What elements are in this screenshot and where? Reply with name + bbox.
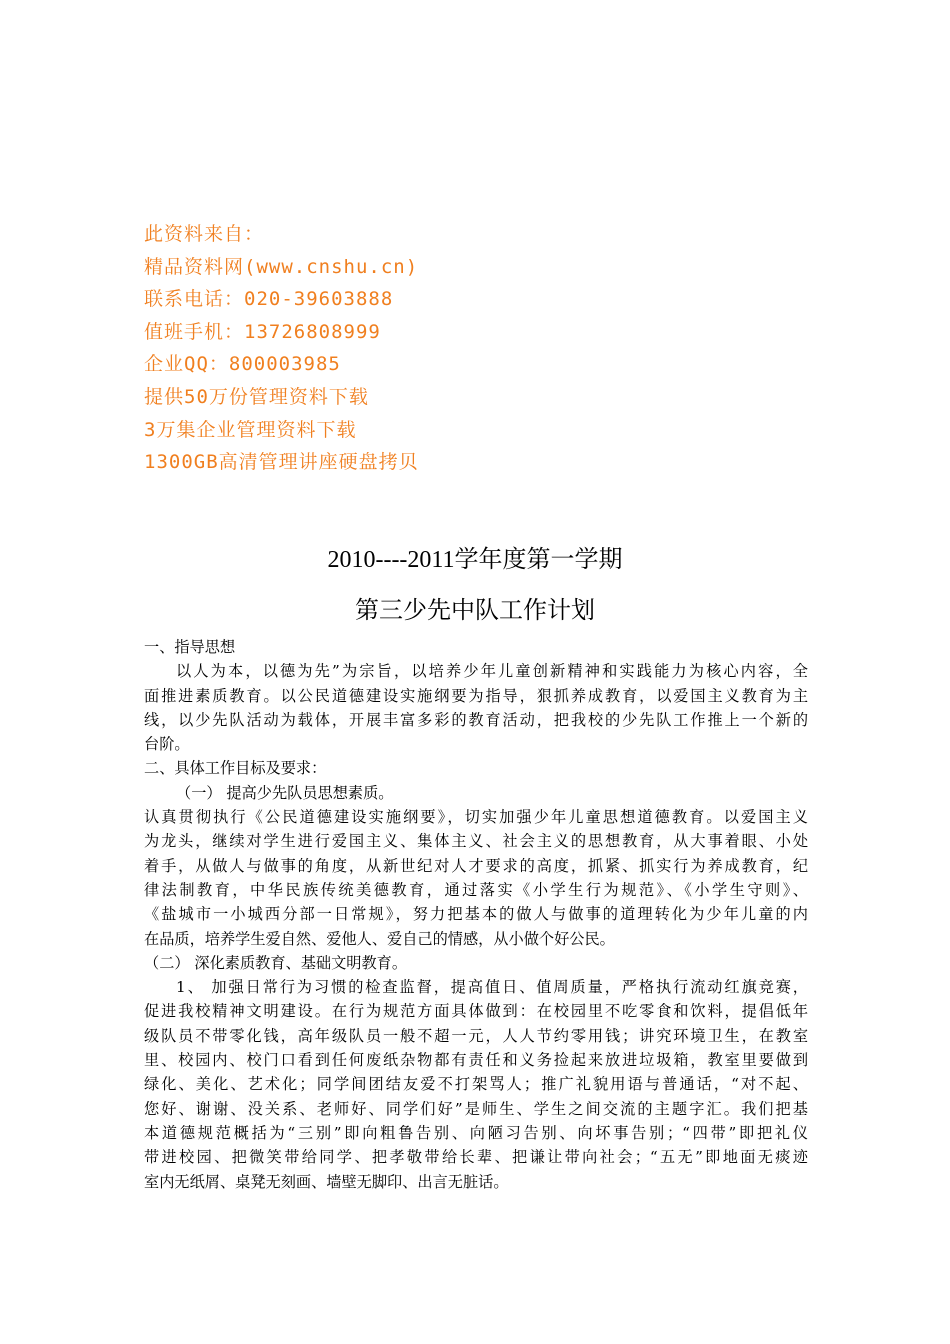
paragraph-line: 为龙头，继续对学生进行爱国主义、集体主义、社会主义的思想教育，从大事着眼、小处 xyxy=(144,832,808,851)
paragraph-line: 室内无纸屑、桌凳无刻画、墙壁无脚印、出言无脏话。 xyxy=(144,1172,509,1191)
document-title-year: 2010----2011学年度第一学期 xyxy=(327,547,623,573)
promo-block xyxy=(144,218,784,479)
document-title: 第三少先中队工作计划 xyxy=(355,598,595,624)
paragraph-line: 《盐城市一小城西分部一日常规》，努力把基本的做人与做事的道理转化为少年儿童的内 xyxy=(144,905,808,924)
subsection-heading: （一） 提高少先队员思想素质。 xyxy=(176,783,394,802)
paragraph-line: 台阶。 xyxy=(144,735,190,754)
paragraph-line: 认真贯彻执行《公民道德建设实施纲要》，切实加强少年儿童思想道德教育。以爱国主义 xyxy=(144,808,808,827)
paragraph-line: 绿化、美化、艺术化；同学间团结友爱不打架骂人；推广礼貌用语与普通话，“对不起、 xyxy=(144,1075,808,1094)
paragraph-line: 律法制教育，中华民族传统美德教育，通过落实《小学生行为规范》、《小学生守则》、 xyxy=(144,880,808,899)
document-body xyxy=(144,635,808,1194)
paragraph-line: 本道德规范概括为“三别”即向粗鲁告别、向陋习告别、向坏事告别；“四带”即把礼仪 xyxy=(144,1123,808,1142)
promo-offer-3: 1300GB高清管理讲座硬盘拷贝 xyxy=(144,451,419,474)
paragraph-line: 1、 加强日常行为习惯的检查监督，提高值日、值周质量，严格执行流动红旗竞赛， xyxy=(176,978,808,997)
promo-website: 精品资料网(www.cnshu.cn) xyxy=(144,255,419,278)
paragraph-line: 以人为本，以德为先”为宗旨，以培养少年儿童创新精神和实践能力为核心内容，全 xyxy=(176,662,808,681)
paragraph-line: 您好、谢谢、没关系、老师好、同学们好”是师生、学生之间交流的主题字汇。我们把基 xyxy=(144,1099,808,1118)
paragraph-line: 里、校园内、校门口看到任何废纸杂物都有责任和义务捡起来放进垃圾箱，教室里要做到 xyxy=(144,1051,808,1070)
promo-offer-1: 提供50万份管理资料下载 xyxy=(144,385,369,408)
paragraph-line: 着手，从做人与做事的角度，从新世纪对人才要求的高度，抓紧、抓实行为养成教育，纪 xyxy=(144,856,808,875)
paragraph-line: 在品质，培养学生爱自然、爱他人、爱自己的情感，从小做个好公民。 xyxy=(144,929,615,948)
promo-source-label: 此资料来自： xyxy=(144,223,265,245)
paragraph-line: 线，以少先队活动为载体，开展丰富多彩的教育活动，把我校的少先队工作推上一个新的 xyxy=(144,710,808,729)
promo-qq: 企业QQ：800003985 xyxy=(144,353,341,376)
section-heading: 二、具体工作目标及要求： xyxy=(144,759,327,778)
paragraph-line: 级队员不带零化钱，高年级队员一般不超一元，人人节约零用钱；讲究环境卫生，在教室 xyxy=(144,1026,808,1045)
paragraph-line: 促进我校精神文明建设。在行为规范方面具体做到：在校园里不吃零食和饮料，提倡低年 xyxy=(144,1002,808,1021)
paragraph-line: 面推进素质教育。以公民道德建设实施纲要为指导，狠抓养成教育，以爱国主义教育为主 xyxy=(144,686,808,705)
paragraph-line: 带进校园、把微笑带给同学、把孝敬带给长辈、把谦让带向社会；“五无”即地面无痰迹 xyxy=(144,1148,808,1167)
promo-offer-2: 3万集企业管理资料下载 xyxy=(144,418,357,441)
promo-phone: 联系电话：020-39603888 xyxy=(144,288,394,311)
subsection-heading: （二） 深化素质教育、基础文明教育。 xyxy=(144,953,408,972)
promo-mobile: 值班手机：13726808999 xyxy=(144,320,381,343)
section-heading: 一、指导思想 xyxy=(144,638,236,656)
